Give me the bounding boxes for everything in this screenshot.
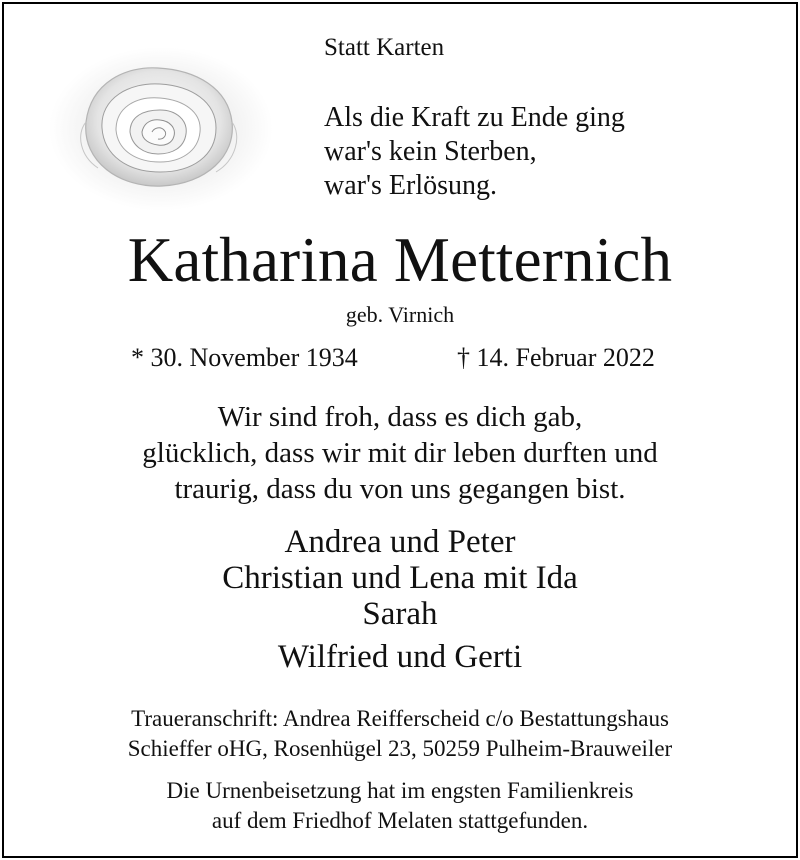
verse-line: Wir sind froh, dass es dich gab, [217, 401, 583, 433]
death-date: † 14. Februar 2022 [457, 343, 655, 372]
mourner-line: Sarah [362, 596, 438, 632]
obituary-notice [2, 2, 798, 858]
poem-line: Als die Kraft zu Ende ging [324, 102, 625, 133]
statt-karten-text: Statt Karten [324, 34, 445, 61]
poem [324, 101, 744, 203]
mourning-address [4, 704, 796, 764]
mourner-line: Wilfried und Gerti [277, 639, 523, 675]
burial-line: auf dem Friedhof Melaten stattgefunden. [211, 808, 589, 833]
rose-image [46, 44, 276, 214]
birth-name: geb. Virnich [345, 302, 455, 327]
verse-line: glücklich, dass wir mit dir leben durften und [142, 437, 658, 469]
birth-date: * 30. November 1934 [131, 343, 358, 372]
burial-notice [4, 776, 796, 836]
burial-line: Die Urnenbeisetzung hat im engsten Familienkreis [166, 778, 634, 803]
verse-line: traurig, dass du von uns gegangen bist. [174, 473, 626, 505]
mourners-list [4, 524, 796, 675]
address-line: Schieffer oHG, Rosenhügel 23, 50259 Pulheim-Brauweiler [127, 736, 673, 761]
deceased-name: Katharina Metternich [127, 225, 673, 295]
mourner-line: Andrea und Peter [284, 524, 516, 560]
memorial-verse [4, 399, 796, 507]
poem-line: war's kein Sterben, [324, 136, 537, 167]
mourner-line: Christian und Lena mit Ida [222, 560, 578, 596]
poem-line: war's Erlösung. [324, 170, 498, 201]
address-line: Traueranschrift: Andrea Reifferscheid c/o Bestattungshaus [131, 706, 669, 731]
